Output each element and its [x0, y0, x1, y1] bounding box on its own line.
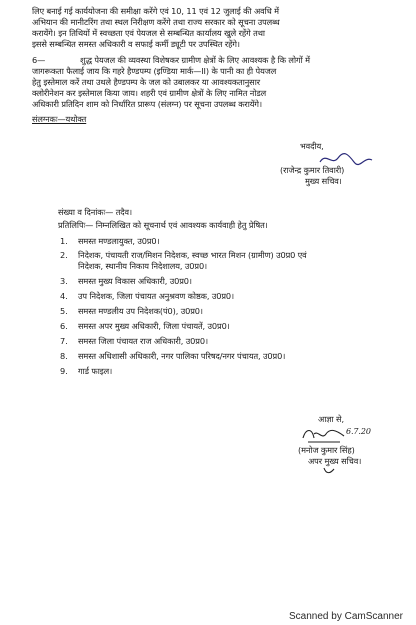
- signatory-designation-2: अपर मुख्य सचिव।: [308, 456, 362, 466]
- handwritten-date: 6.7.20: [346, 427, 371, 436]
- scanner-watermark: Scanned by CamScanner: [289, 611, 403, 622]
- list-item: गार्ड फाइल।: [78, 366, 113, 376]
- list-item: समस्त अधिशासी अधिकारी, नगर पालिका परिषद/नगर पंचायत, उ0प्र0।: [78, 351, 286, 361]
- para6-line-1: शुद्ध पेयजल की व्यवस्था विशेषकर ग्रामीण क्षेत्रों के लिए आवश्यक है कि लोगों में: [80, 55, 310, 65]
- list-item-continuation: निदेशक, स्थानीय निकाय निदेशालय, उ0प्र0।: [78, 261, 208, 271]
- list-item: समस्त जिला पंचायत राज अधिकारी, उ0प्र0।: [78, 336, 208, 346]
- signatory-name-1: (राजेन्द्र कुमार तिवारी): [280, 165, 345, 175]
- enclosure-note: संलग्नकः—यथोक्त: [32, 114, 87, 124]
- initial-mark: [322, 466, 336, 476]
- list-item-number: 4.: [60, 291, 68, 301]
- signatory-designation-1: मुख्य सचिव।: [305, 176, 342, 186]
- para5-line-1: लिए बनाई गई कार्ययोजना की समीक्षा करेंगे एवं 10, 11 एवं 12 जुलाई की अवधि में: [32, 6, 279, 16]
- list-item: निदेशक, पंचायती राज/मिशन निदेशक, स्वच्छ भारत मिशन (ग्रामीण) उ0प्र0 एवं: [78, 250, 307, 260]
- reference-line: संख्या व दिनांकः— तदैव।: [58, 207, 132, 217]
- list-item: समस्त मुख्य विकास अधिकारी, उ0प्र0।: [78, 276, 192, 286]
- para6-line-4: क्लोरीनेशन कर इस्तेमाल किया जाय। शहरी एवं ग्रामीण क्षेत्रों के लिए नामित नोडल: [32, 88, 267, 98]
- para5-line-3: करायेंगे। इन तिथियों में स्वच्छता एवं पेयजल से सम्बन्धित कार्यालय खुले रहेंगे तथा: [32, 28, 265, 38]
- list-item: उप निदेशक, जिला पंचायत अनुश्रवण कोष्ठक, उ0प्र0।: [78, 291, 235, 301]
- order-line: आज्ञा से,: [318, 414, 344, 424]
- para6-number: 6—: [32, 55, 46, 65]
- list-item-number: 9.: [60, 366, 68, 376]
- para5-line-4: इससे सम्बन्धित समस्त अधिकारी व सफाई कर्मी ड्यूटी पर उपस्थित रहेंगे।: [32, 39, 240, 49]
- list-item-number: 7.: [60, 336, 68, 346]
- signature-scribble-2: [300, 424, 350, 446]
- list-item-number: 5.: [60, 306, 68, 316]
- list-item-number: 8.: [60, 351, 68, 361]
- copy-intro: प्रतिलिपिः— निम्नलिखित को सूचनार्थ एवं आवश्यक कार्यवाही हेतु प्रेषित।: [58, 220, 268, 230]
- list-item-number: 2.: [60, 250, 68, 260]
- list-item-number: 6.: [60, 321, 68, 331]
- para6-line-5: अधिकारी प्रतिदिन शाम को निर्धारित प्रारूप (संलग्न) पर सूचना उपलब्ध करायेंगे।: [32, 99, 262, 109]
- list-item: समस्त मण्डलीय उप निदेशक(पं0), उ0प्र0।: [78, 306, 203, 316]
- list-item: समस्त अपर मुख्य अधिकारी, जिला पंचायतें, उ0प्र0।: [78, 321, 230, 331]
- para6-line-2: जागरूकता फैलाई जाय कि गहरे हैण्डपम्प (इण्डिया मार्क—II) के पानी का ही पेयजल: [32, 66, 277, 76]
- para5-line-2: अभियान की मानीटरिंग तथा स्थल निरीक्षण करेंगे तथा राज्य सरकार को सूचना उपलब्ध: [32, 17, 280, 27]
- list-item-number: 1.: [60, 236, 68, 246]
- para6-line-3: हेतु इस्तेमाल करें तथा उथले हैण्डपम्प के जल को उबालकर या आवश्यकतानुसार: [32, 77, 260, 87]
- list-item: समस्त मण्डलायुक्त, उ0प्र0।: [78, 236, 160, 246]
- salutation: भवदीय,: [300, 141, 324, 151]
- list-item-number: 3.: [60, 276, 68, 286]
- signatory-name-2: (मनोज कुमार सिंह): [298, 445, 355, 455]
